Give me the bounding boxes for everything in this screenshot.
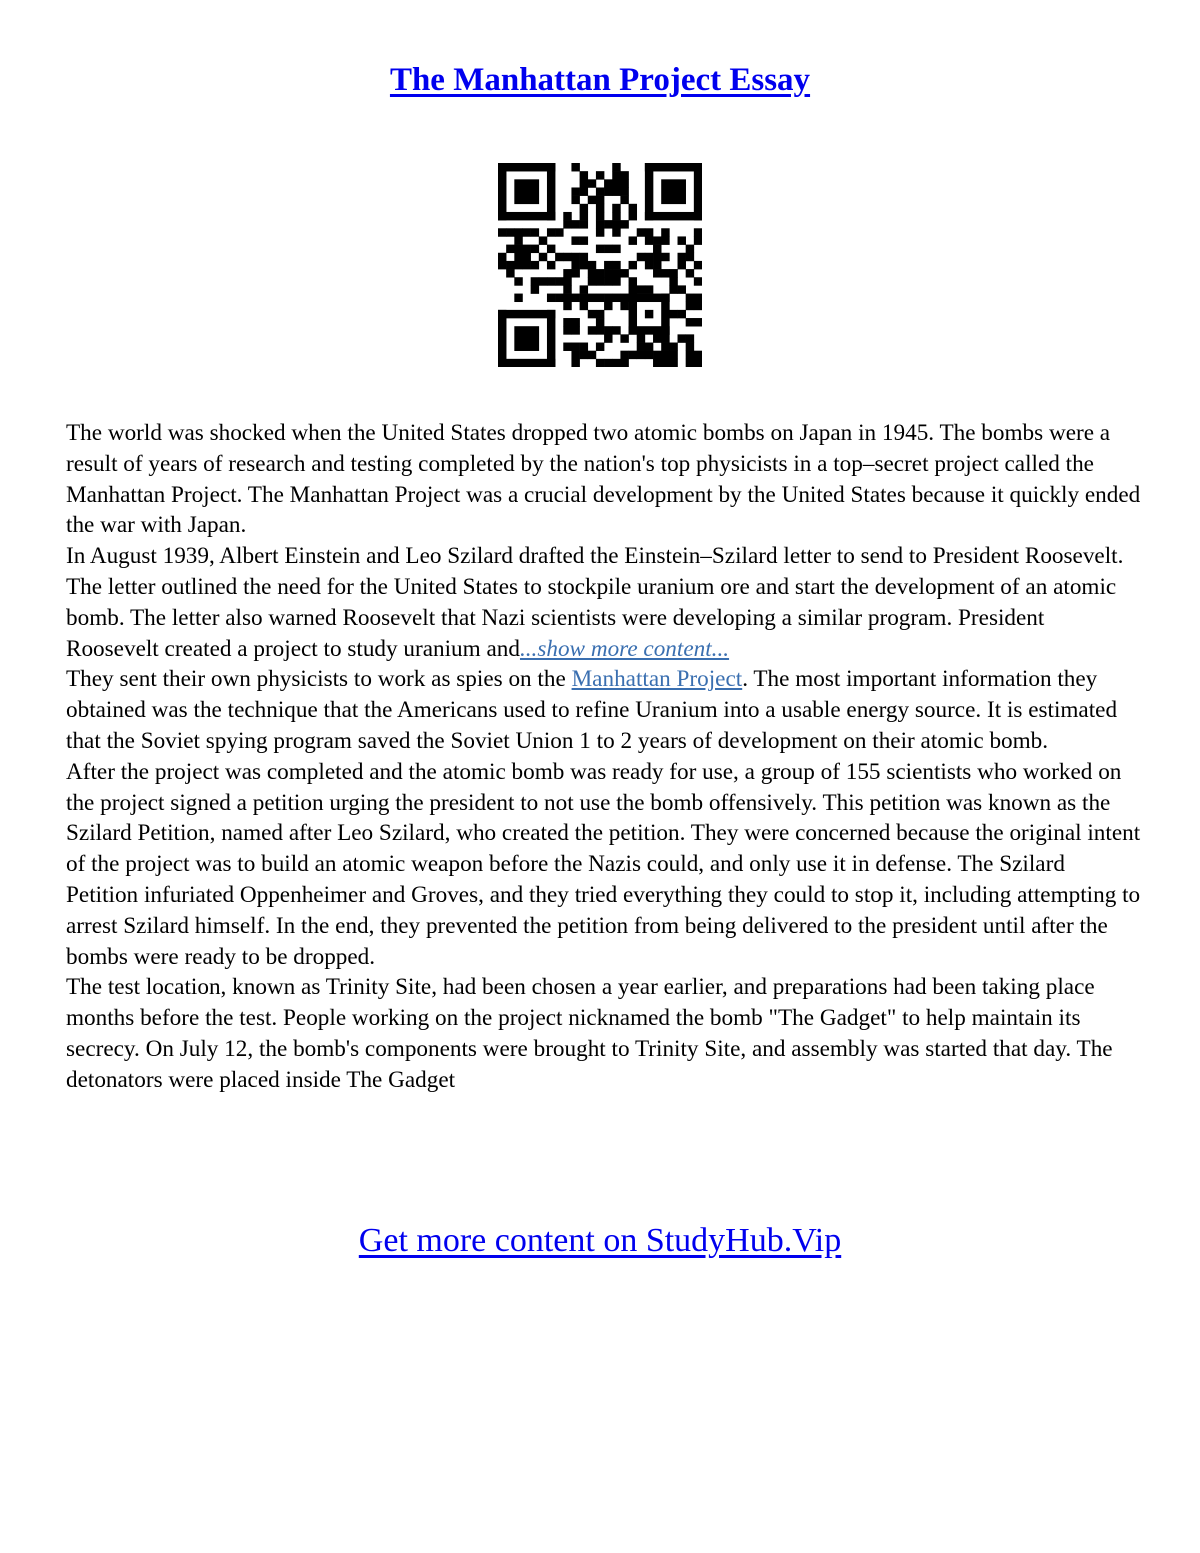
show-more-link[interactable]: ...show more content... bbox=[519, 635, 730, 662]
page-title-link[interactable]: The Manhattan Project Essay bbox=[389, 62, 811, 98]
manhattan-project-link[interactable]: Manhattan Project bbox=[571, 666, 743, 693]
qr-code-icon bbox=[498, 163, 702, 367]
footer-container bbox=[0, 1222, 1200, 1260]
essay-body bbox=[66, 418, 1141, 1096]
paragraph-3-before: They sent their own physicists to work as spies on the bbox=[66, 666, 572, 693]
paragraph-3 bbox=[66, 664, 1141, 756]
paragraph-2-text: In August 1939, Albert Einstein and Leo Szilard drafted the Einstein–Szilard letter to send to President Roosevelt. The letter outlined the need for the United States to stockpile uranium ore and start the development of an atomic bomb. The letter also warned Roosevelt that Nazi scientists were developing a similar program. President Roosevelt created a project to study uranium and bbox=[66, 543, 1124, 662]
paragraph-1: The world was shocked when the United States dropped two atomic bombs on Japan in 1945. The bombs were a result of years of research and testing completed by the nation's top physicists in a top–secret project called the Manhattan Project. The Manhattan Project was a crucial development by the United States because it quickly ended the war with Japan. bbox=[66, 420, 1141, 539]
paragraph-4: After the project was completed and the atomic bomb was ready for use, a group of 155 scientists who worked on the project signed a petition urging the president to not use the bomb offensively. This petition was known as the Szilard Petition, named after Leo Szilard, who created the petition. They were concerned because the original intent of the project was to build an atomic weapon before the Nazis could, and only use it in defense. The Szilard Petition infuriated Oppenheimer and Groves, and they tried everything they could to stop it, including attempting to arrest Szilard himself. In the end, they prevented the petition from being delivered to the president until after the bombs were ready to be dropped. bbox=[66, 758, 1141, 970]
title-container bbox=[0, 62, 1200, 99]
paragraph-2 bbox=[66, 541, 1141, 664]
paragraph-5: The test location, known as Trinity Site, had been chosen a year earlier, and preparations had been taking place months before the test. People working on the project nicknamed the bomb "The Gadget" to help maintain its secrecy. On July 12, the bomb's components were brought to Trinity Site, and assembly was started that day. The detonators were placed inside The Gadget bbox=[66, 974, 1113, 1093]
paragraph-3-after: . The most important information they obtained was the technique that the Americans used to refine Uranium into a usable energy source. It is estimated that the Soviet spying program saved the Soviet Union 1 to 2 years of development on their atomic bomb. bbox=[66, 666, 1118, 754]
studyhub-link[interactable]: Get more content on StudyHub.Vip bbox=[358, 1222, 842, 1259]
